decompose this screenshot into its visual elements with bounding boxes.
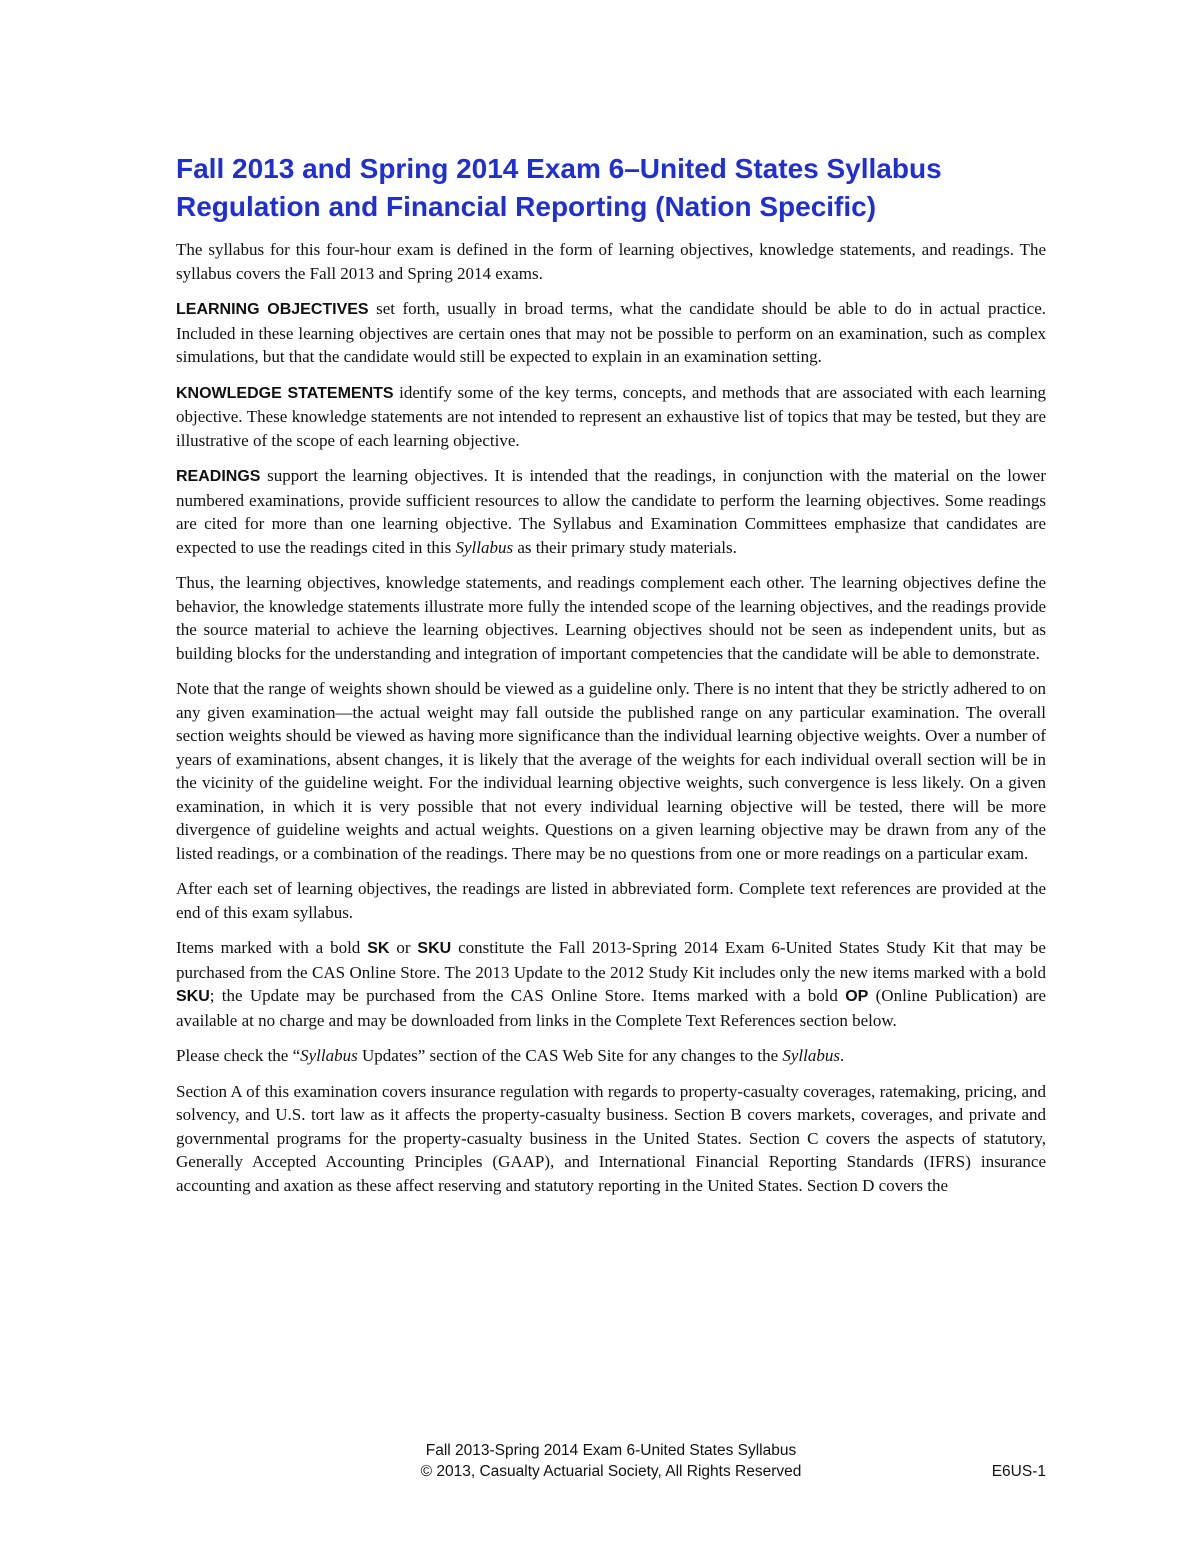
readings-paragraph	[176, 464, 1046, 559]
check-italic-1: Syllabus	[300, 1046, 358, 1065]
knowledge-statements-paragraph	[176, 381, 1046, 453]
items-text-1: Items marked with a bold	[176, 938, 368, 957]
learning-objectives-text: set forth, usually in broad terms, what the candidate should be able to do in actual practice. Included in these learning objectives are certain ones that may not be possible to perform on an examination, such as complex simulations, but that the candidate would still be expected to explain in an examination setting.	[176, 299, 1046, 366]
footer-copyright: © 2013, Casualty Actuarial Society, All Rights Reserved	[420, 1463, 802, 1480]
title-line-2: Regulation and Financial Reporting (Nation Specific)	[176, 191, 877, 222]
check-text-2: Updates” section of the CAS Web Site for any changes to the	[357, 1046, 783, 1065]
readings-term: READINGS	[176, 468, 261, 485]
knowledge-statements-term: KNOWLEDGE STATEMENTS	[176, 384, 394, 402]
readings-syllabus-italic: Syllabus	[455, 537, 514, 557]
learning-objectives-term: LEARNING OBJECTIVES	[176, 301, 369, 318]
intro-paragraph: The syllabus for this four-hour exam is defined in the form of learning objectives, knowledge statements, and readings. The syllabus covers the Fall 2013 and Spring 2014 exams.	[176, 240, 1046, 283]
check-text-3: .	[840, 1046, 845, 1065]
after-paragraph: After each set of learning objectives, the readings are listed in abbreviated form. Complete text references are provided at the end of this exam syllabus.	[176, 879, 1046, 922]
items-text-4: ; the Update may be purchased from the CAS Online Store. Items marked with a bold	[209, 986, 846, 1005]
sk-marker: SK	[367, 940, 390, 957]
readings-text-a: support the learning objectives. It is intended that the readings, in conjunction with the material on the lower numbered examinations, provide sufficient resources to allow the candidate to perform the learning objectives. Some readings are cited for more than one learning objective. The Syllabus and Examination Committees emphasize that candidates are expected to use the readings cited in this	[176, 466, 1046, 557]
items-text-3: constitute the Fall 2013-Spring 2014 Exam 6-United States Study Kit that may be purchased from the CAS Online Store. The 2013 Update to the 2012 Study Kit includes only the new items marked with a bold	[176, 938, 1046, 982]
title-line-1: Fall 2013 and Spring 2014 Exam 6–United States Syllabus	[176, 153, 942, 184]
page-footer	[176, 1440, 1046, 1482]
check-italic-2: Syllabus	[782, 1046, 840, 1065]
check-paragraph	[176, 1044, 1046, 1068]
footer-title: Fall 2013-Spring 2014 Exam 6-United States Syllabus	[425, 1442, 797, 1459]
weights-paragraph: Note that the range of weights shown should be viewed as a guideline only. There is no intent that they be strictly adhered to on any given examination—the actual weight may fall outside the published range on any particular examination. The overall section weights should be viewed as having more significance than the individual learning objective weights. Over a number of years of examinations, absent changes, it is likely that the average of the weights for each individual overall section will be in the vicinity of the guideline weight. For the individual learning objective weights, such convergence is less likely. On a given examination, in which it is very possible that not every individual learning objective will be tested, there will be more divergence of guideline weights and actual weights. Questions on a given learning objective may be drawn from any of the listed readings, or a combination of the readings. There may be no questions from one or more readings on a particular exam.	[176, 679, 1046, 863]
items-text-5: (Online Publication) are available at no charge and may be downloaded from links in the Complete Text References section below.	[176, 986, 1046, 1030]
document-page	[176, 150, 1046, 1209]
items-paragraph	[176, 936, 1046, 1032]
check-text-1: Please check the “	[176, 1046, 301, 1065]
op-marker: OP	[845, 988, 869, 1005]
thus-paragraph: Thus, the learning objectives, knowledge statements, and readings complement each other. The learning objectives define the behavior, the knowledge statements illustrate more fully the intended scope of the learning objectives, and the readings provide the source material to achieve the learning objectives. Learning objectives should not be seen as independent units, but as building blocks for the understanding and integration of important competencies that the candidate will be able to demonstrate.	[176, 573, 1046, 663]
readings-text-b: as their primary study materials.	[513, 537, 737, 557]
items-text-2: or	[389, 938, 418, 957]
page-title	[176, 150, 1046, 226]
knowledge-statements-text: identify some of the key terms, concepts, and methods that are associated with each learning objective. These knowledge statements are not intended to represent an exhaustive list of topics that may be tested, but they are illustrative of the scope of each learning objective.	[176, 382, 1047, 450]
section-paragraph: Section A of this examination covers insurance regulation with regards to property-casualty coverages, ratemaking, pricing, and solvency, and U.S. tort law as it affects the property-casualty business. Section B covers markets, coverages, and private and governmental programs for the property-casualty business in the United States. Section C covers the aspects of statutory, Generally Accepted Accounting Principles (GAAP), and International Financial Reporting Standards (IFRS) insurance accounting and axation as these affect reserving and statutory reporting in the United States. Section D covers the	[176, 1081, 1046, 1195]
sku-marker-2: SKU	[176, 988, 210, 1005]
page-number: E6US-1	[991, 1463, 1046, 1480]
sku-marker: SKU	[417, 940, 452, 957]
footer-copyright-row	[176, 1461, 1046, 1482]
learning-objectives-paragraph	[176, 297, 1046, 369]
